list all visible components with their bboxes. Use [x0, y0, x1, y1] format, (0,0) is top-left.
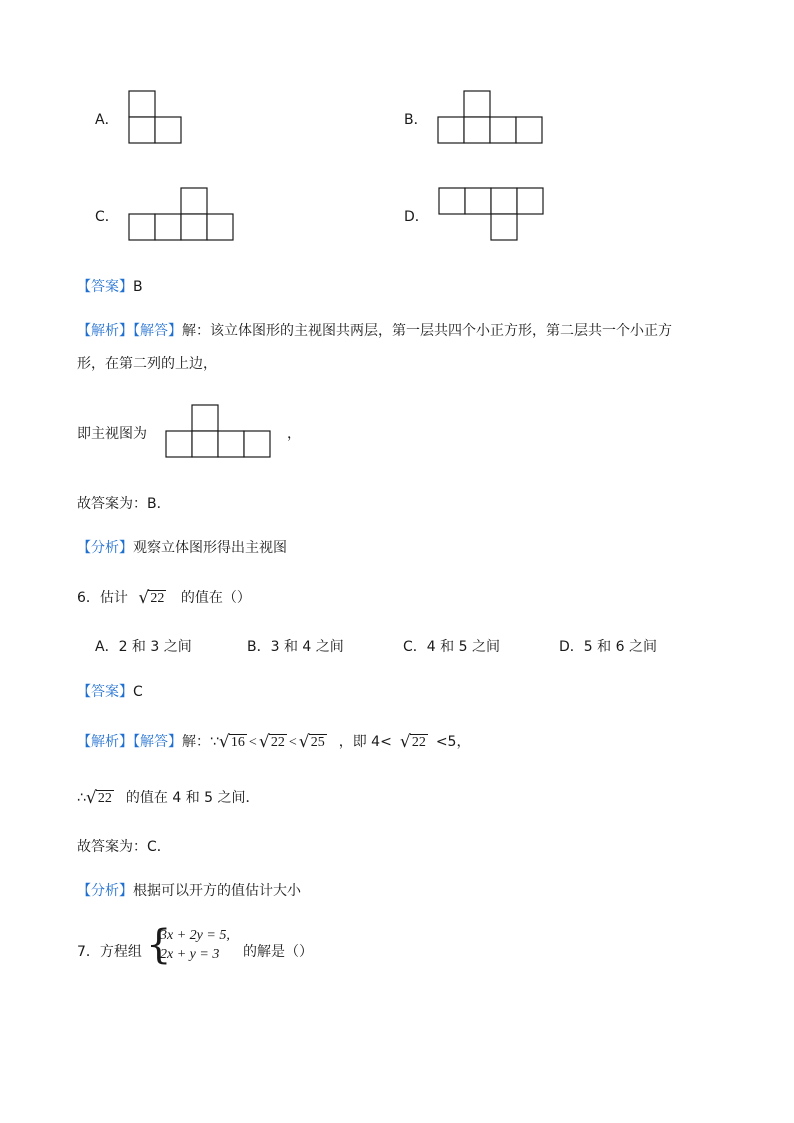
q6-option-a: A．2 和 3 之间: [95, 639, 192, 655]
sqrt-16: √ 16: [218, 732, 245, 752]
solution-tag: 【解答】: [133, 734, 182, 750]
q7-stem-suffix: 的解是（）: [243, 944, 313, 960]
option-a-figure: [129, 91, 183, 145]
front-view-comma: ，: [287, 426, 301, 442]
option-c-figure: [129, 188, 235, 242]
q5-analysis-line1: [77, 320, 672, 340]
q6-option-c: C．4 和 5 之间: [403, 639, 500, 655]
sqrt-25: √ 25: [298, 732, 325, 752]
q6-stem-suffix: 的值在（）: [180, 590, 251, 606]
option-b-figure: [438, 91, 544, 145]
q7-stem-prefix: 7．方程组: [77, 944, 142, 960]
therefore-symbol: ∴: [77, 790, 86, 806]
fenxi-text: 观察立体图形得出主视图: [133, 540, 287, 556]
option-b-label: B．: [404, 112, 428, 128]
equation-brace: {: [146, 922, 172, 968]
answer-value: B: [133, 279, 143, 295]
analysis-tag: 【解析】: [77, 323, 133, 339]
option-d-figure: [439, 188, 545, 242]
front-view-label: 即主视图为: [77, 426, 147, 442]
analysis-end: <5，: [435, 734, 471, 750]
q6-fenxi-line: [77, 880, 301, 900]
q6-conclusion: 故答案为：C．: [77, 839, 171, 855]
equation-system: [160, 926, 230, 964]
q6-analysis-line1: [77, 731, 470, 751]
fenxi-text: 根据可以开方的值估计大小: [133, 883, 301, 899]
q6-option-d: D．5 和 6 之间: [559, 639, 657, 655]
sqrt-22: √ 22: [138, 588, 165, 608]
q5-answer-line: [77, 276, 143, 296]
q6-analysis-line2: [77, 787, 260, 807]
equation-2: 2x + y = 3: [160, 947, 220, 962]
equation-1: 3x + 2y = 5,: [160, 928, 230, 943]
option-d-label: D．: [404, 209, 429, 225]
analysis-prefix: 解：∵: [182, 734, 219, 750]
q6-option-b: B．3 和 4 之间: [247, 639, 344, 655]
analysis-tag: 【解析】: [77, 734, 133, 750]
analysis-line2-suffix: 的值在 4 和 5 之间．: [125, 790, 260, 806]
fenxi-tag: 【分析】: [77, 540, 133, 556]
q6-stem: [77, 587, 251, 607]
fenxi-tag: 【分析】: [77, 883, 133, 899]
less-than: <: [248, 735, 257, 750]
q6-stem-prefix: 6．估计: [77, 590, 128, 606]
option-c-label: C．: [95, 209, 119, 225]
sqrt-22: √ 22: [399, 732, 426, 752]
q5-conclusion: 故答案为：B．: [77, 496, 171, 512]
q6-answer-line: [77, 681, 143, 701]
q5-analysis-line2: 形，在第二列的上边，: [77, 356, 217, 372]
analysis-mid: ，即 4<: [338, 734, 392, 750]
option-a-label: A．: [95, 112, 119, 128]
answer-value: C: [133, 684, 143, 700]
sqrt-22: √ 22: [85, 788, 112, 808]
solution-tag: 【解答】: [133, 323, 182, 339]
answer-tag: 【答案】: [77, 684, 133, 700]
less-than: <: [288, 735, 297, 750]
front-view-figure: [166, 405, 272, 459]
q5-fenxi-line: [77, 537, 287, 557]
analysis-text: 解：该立体图形的主视图共两层，第一层共四个小正方形，第二层共一个小正方: [182, 323, 672, 339]
answer-tag: 【答案】: [77, 279, 133, 295]
sqrt-22: √ 22: [258, 732, 285, 752]
